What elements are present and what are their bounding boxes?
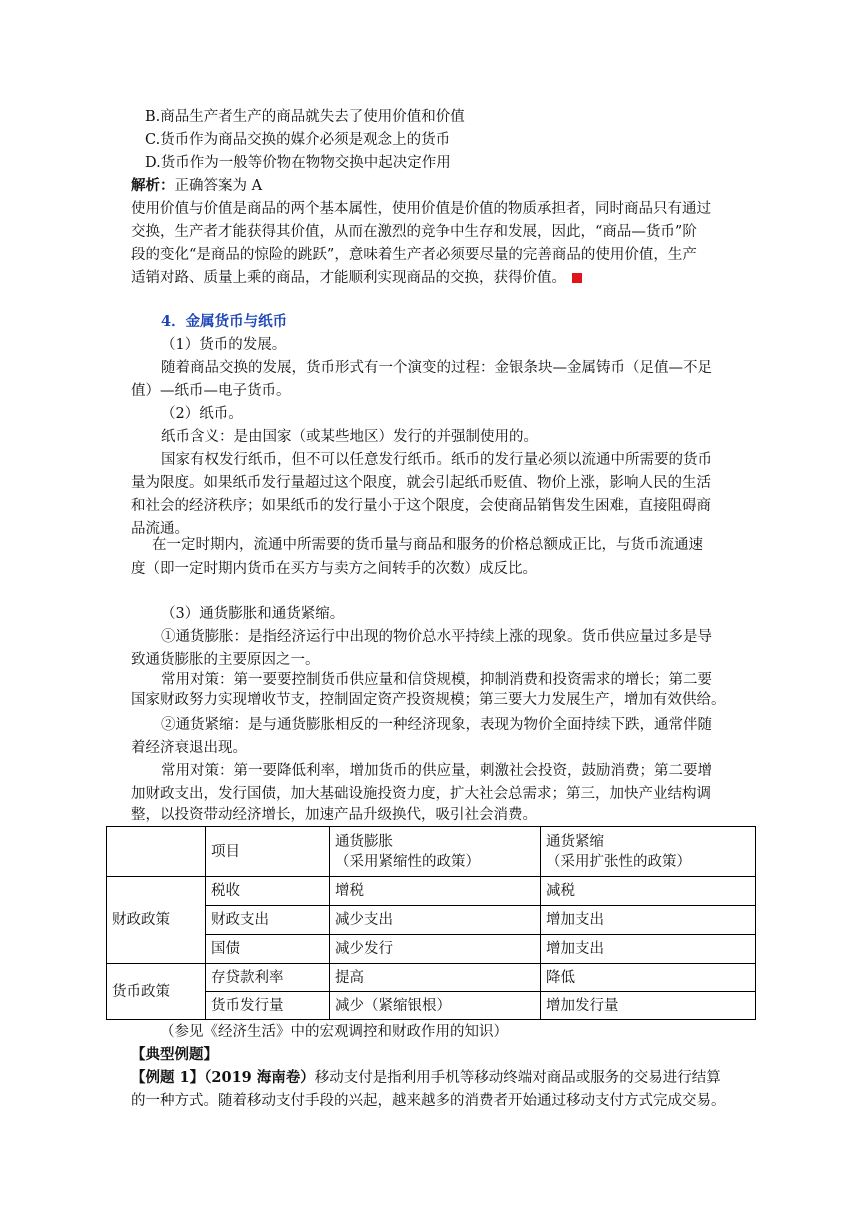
paragraph-line: 常用对策：第一要降低利率，增加货币的供应量，刺激社会投资，鼓励消费；第二要增: [161, 763, 712, 779]
end-marker-icon: [572, 273, 582, 283]
table-cell: 存贷款利率: [206, 964, 330, 992]
table-cell: 财政支出: [206, 906, 330, 935]
paragraph-line: 品流通。: [131, 521, 189, 537]
table-cell: 减税: [541, 877, 756, 906]
paragraph-line: 和社会的经济秩序；如果纸币的发行量小于这个限度，会使商品销售发生困难，直接阻碍商: [131, 498, 711, 514]
paragraph-line: 整，以投资带动经济增长，加速产品升级换代，吸引社会消费。: [131, 807, 537, 823]
table-cell: 降低: [541, 964, 756, 992]
analysis-label: 解析：: [131, 177, 175, 194]
paragraph-line: 随着商品交换的发展，货币形式有一个演变的过程：金银条块—金属铸币（足值—不足: [161, 360, 712, 376]
paragraph-line: 值）—纸币—电子货币。: [131, 383, 291, 399]
paragraph-line: 常用对策：第一要要控制货币供应量和信贷规模，抑制消费和投资需求的增长；第二要: [161, 672, 712, 688]
paragraph-line: 在一定时期内，流通中所需要的货币量与商品和服务的价格总额成正比，与货币流通速: [152, 537, 703, 553]
reference-note: （参见《经济生活》中的宏观调控和财政作用的知识）: [160, 1024, 508, 1040]
table-cell: 税收: [206, 877, 330, 906]
example-label: 【例题 1】: [131, 1069, 205, 1086]
analysis-answer-line: [131, 176, 262, 196]
example-text: 移动支付是指利用手机等移动终端对商品或服务的交易进行结算: [314, 1070, 721, 1086]
table-cell: 增税: [330, 877, 541, 906]
table-cell: 增加发行量: [541, 992, 756, 1020]
table-cell: 减少支出: [330, 906, 541, 935]
paragraph-line: 国家财政努力实现增收节支，控制固定资产投资规模；第三要大力发展生产，增加有效供给。: [131, 692, 726, 708]
table-cell: 减少（紧缩银根）: [330, 992, 541, 1020]
subsection-title: （1）货币的发展。: [161, 337, 287, 353]
paragraph-line: 加财政支出，发行国债，加大基础设施投资力度，扩大社会总需求；第三，加快产业结构调: [131, 786, 711, 802]
table-header-inflation: 通货膨胀 （采用紧缩性的政策）: [330, 827, 541, 877]
table-header-item: 项目: [206, 827, 330, 877]
paragraph-line: 着经济衰退出现。: [131, 740, 247, 756]
analysis-line: 交换，生产者才能获得其价值，从而在激烈的竞争中生存和发展，因此，“商品—货币”阶: [131, 224, 697, 240]
option-d: D.货币作为一般等价物在物物交换中起决定作用: [145, 155, 451, 171]
table-row: [107, 964, 756, 992]
table-row: [107, 877, 756, 906]
subsection-title: （3）通货膨胀和通货紧缩。: [161, 606, 345, 622]
table-cell: 提高: [330, 964, 541, 992]
example-1-line-2: 的一种方式。随着移动支付手段的兴起，越来越多的消费者开始通过移动支付方式完成交易。: [131, 1093, 726, 1109]
paragraph-line: 量为限度。如果纸币发行量超过这个限度，就会引起纸币贬值、物价上涨，影响人民的生活: [131, 475, 711, 491]
table-cell: 货币发行量: [206, 992, 330, 1020]
paragraph-line: 国家有权发行纸币，但不可以任意发行纸币。纸币的发行量必须以流通中所需要的货币: [161, 452, 712, 468]
table-cell: 增加支出: [541, 935, 756, 964]
paragraph-line: 度（即一定时期内货币在买方与卖方之间转手的次数）成反比。: [131, 561, 537, 577]
section-heading: 4．金属货币与纸币: [161, 313, 288, 330]
example-1-line: [131, 1068, 721, 1088]
policy-table: [106, 826, 756, 1020]
paragraph-line: ②通货紧缩：是与通货膨胀相反的一种经济现象，表现为物价全面持续下跌，通常伴随: [161, 717, 712, 733]
analysis-last-line: [131, 268, 582, 288]
table-cell: 减少发行: [330, 935, 541, 964]
table-corner-cell: [107, 827, 206, 877]
subsection-title: （2）纸币。: [161, 406, 243, 422]
analysis-line: 段的变化“是商品的惊险的跳跃”，意味着生产者必须要尽量的完善商品的使用价值，生产: [131, 247, 697, 263]
analysis-line: 使用价值与价值是商品的两个基本属性，使用价值是价值的物质承担者，同时商品只有通过: [131, 201, 711, 217]
table-cell: 国债: [206, 935, 330, 964]
paragraph-line: 致通货膨胀的主要原因之一。: [131, 652, 320, 668]
example-source: （2019 海南卷）: [204, 1069, 315, 1086]
paragraph-line: ①通货膨胀：是指经济运行中出现的物价总水平持续上涨的现象。货币供应量过多是导: [161, 629, 712, 645]
analysis-line: 适销对路、质量上乘的商品，才能顺利实现商品的交换，获得价值。: [131, 270, 566, 286]
table-cell: 增加支出: [541, 906, 756, 935]
analysis-answer: 正确答案为 A: [174, 178, 263, 194]
examples-heading: 【典型例题】: [131, 1046, 218, 1063]
paragraph-line: 纸币含义：是由国家（或某些地区）发行的并强制使用的。: [161, 429, 538, 445]
option-c: C.货币作为商品交换的媒介必须是观念上的货币: [145, 132, 451, 148]
table-group-fiscal: 财政政策: [107, 877, 206, 964]
table-header-row: [107, 827, 756, 877]
option-b: B.商品生产者生产的商品就失去了使用价值和价值: [145, 109, 465, 125]
table-header-deflation: 通货紧缩 （采用扩张性的政策）: [541, 827, 756, 877]
table-group-monetary: 货币政策: [107, 964, 206, 1020]
